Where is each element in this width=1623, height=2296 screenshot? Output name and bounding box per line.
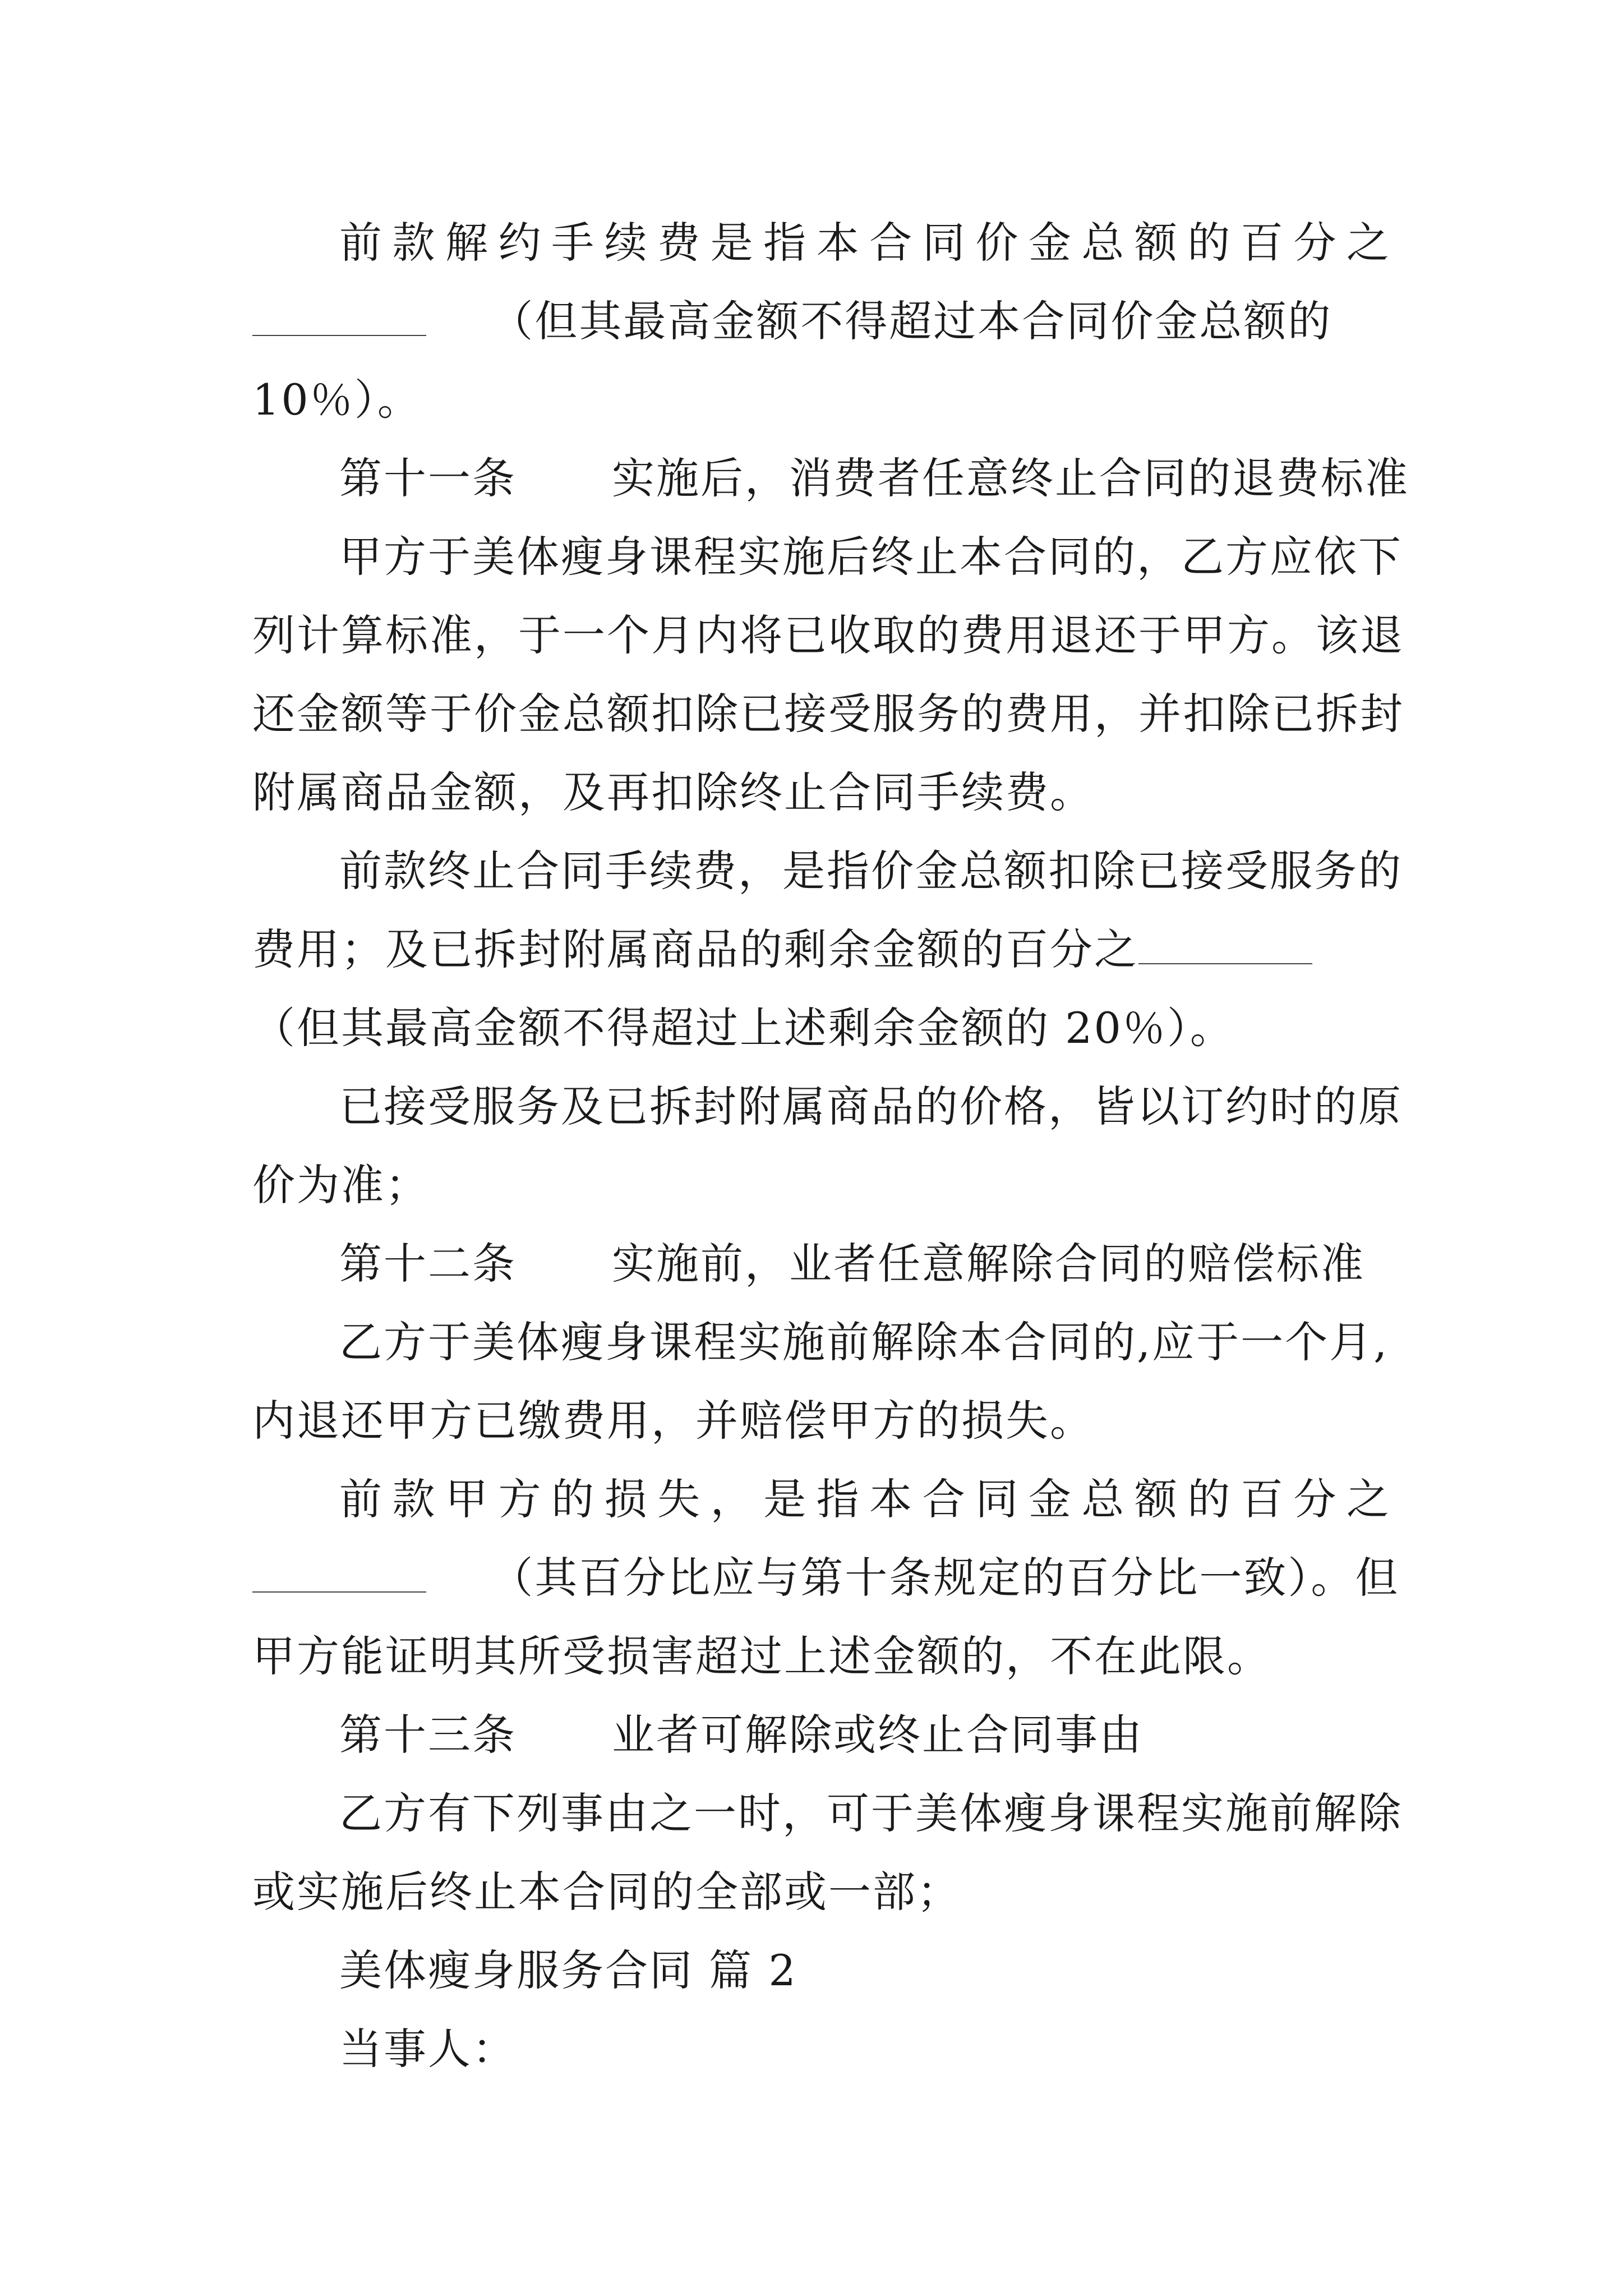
paragraph-line: 甲方能证明其所受损害超过上述金额的，不在此限。 (252, 1631, 1271, 1681)
article-number: 第十一条 (339, 453, 517, 503)
paragraph-line: 乙方于美体瘦身课程实施前解除本合同的,应于一个月, (339, 1317, 1389, 1367)
paragraph-line: 还金额等于价金总额扣除已接受服务的费用，并扣除已拆封 (252, 689, 1404, 739)
paragraph-line: 前款终止合同手续费，是指价金总额扣除已接受服务的 (339, 846, 1403, 896)
paragraph-line: 价为准； (252, 1160, 430, 1210)
fill-in-blank[interactable] (1138, 928, 1312, 964)
paragraph-line: 甲方于美体瘦身课程实施后终止本合同的，乙方应依下 (339, 532, 1403, 582)
article-heading (339, 1236, 1391, 1292)
fill-in-blank[interactable] (252, 300, 426, 336)
paragraph-line: 乙方有下列事由之一时，可于美体瘦身课程实施前解除 (339, 1788, 1403, 1838)
article-number: 第十二条 (339, 1239, 517, 1289)
section-title: 美体瘦身服务合同 篇 2 (339, 1945, 797, 1995)
party-label: 当事人： (339, 2024, 517, 2074)
paragraph-line: 或实施后终止本合同的全部或一部； (252, 1867, 961, 1917)
paragraph-line: 费用；及已拆封附属商品的剩余金额的百分之 (252, 922, 1391, 978)
paragraph-line: 附属商品金额，及再扣除终止合同手续费。 (252, 767, 1094, 817)
paragraph-line: 前款解约手续费是指本合同价金总额的百分之 (339, 218, 1391, 268)
article-title: 实施后，消费者任意终止合同的退费标准 (612, 453, 1409, 503)
paragraph-line: （但其最高金额不得超过上述剩余金额的 20％）。 (252, 1003, 1234, 1053)
article-title: 业者可解除或终止合同事由 (612, 1710, 1144, 1760)
paragraph-line: （但其最高金额不得超过本合同价金总额的 (252, 293, 1391, 349)
paragraph-line: 前款甲方的损失，是指本合同金总额的百分之 (339, 1474, 1391, 1524)
paragraph-line: （其百分比应与第十条规定的百分比一致）。但 (252, 1550, 1391, 1606)
paragraph-line: 内退还甲方已缴费用，并赔偿甲方的损失。 (252, 1396, 1094, 1446)
paragraph-line: 列计算标准，于一个月内将已收取的费用退还于甲方。该退 (252, 610, 1404, 660)
article-heading (339, 1707, 1391, 1763)
fill-in-blank[interactable] (252, 1557, 426, 1593)
article-number: 第十三条 (339, 1710, 517, 1760)
paragraph-line: 已接受服务及已拆封附属商品的价格，皆以订约时的原 (339, 1082, 1403, 1131)
article-heading (339, 450, 1409, 507)
article-title: 实施前，业者任意解除合同的赔偿标准 (612, 1239, 1365, 1289)
paragraph-line: 10％）。 (252, 375, 422, 425)
